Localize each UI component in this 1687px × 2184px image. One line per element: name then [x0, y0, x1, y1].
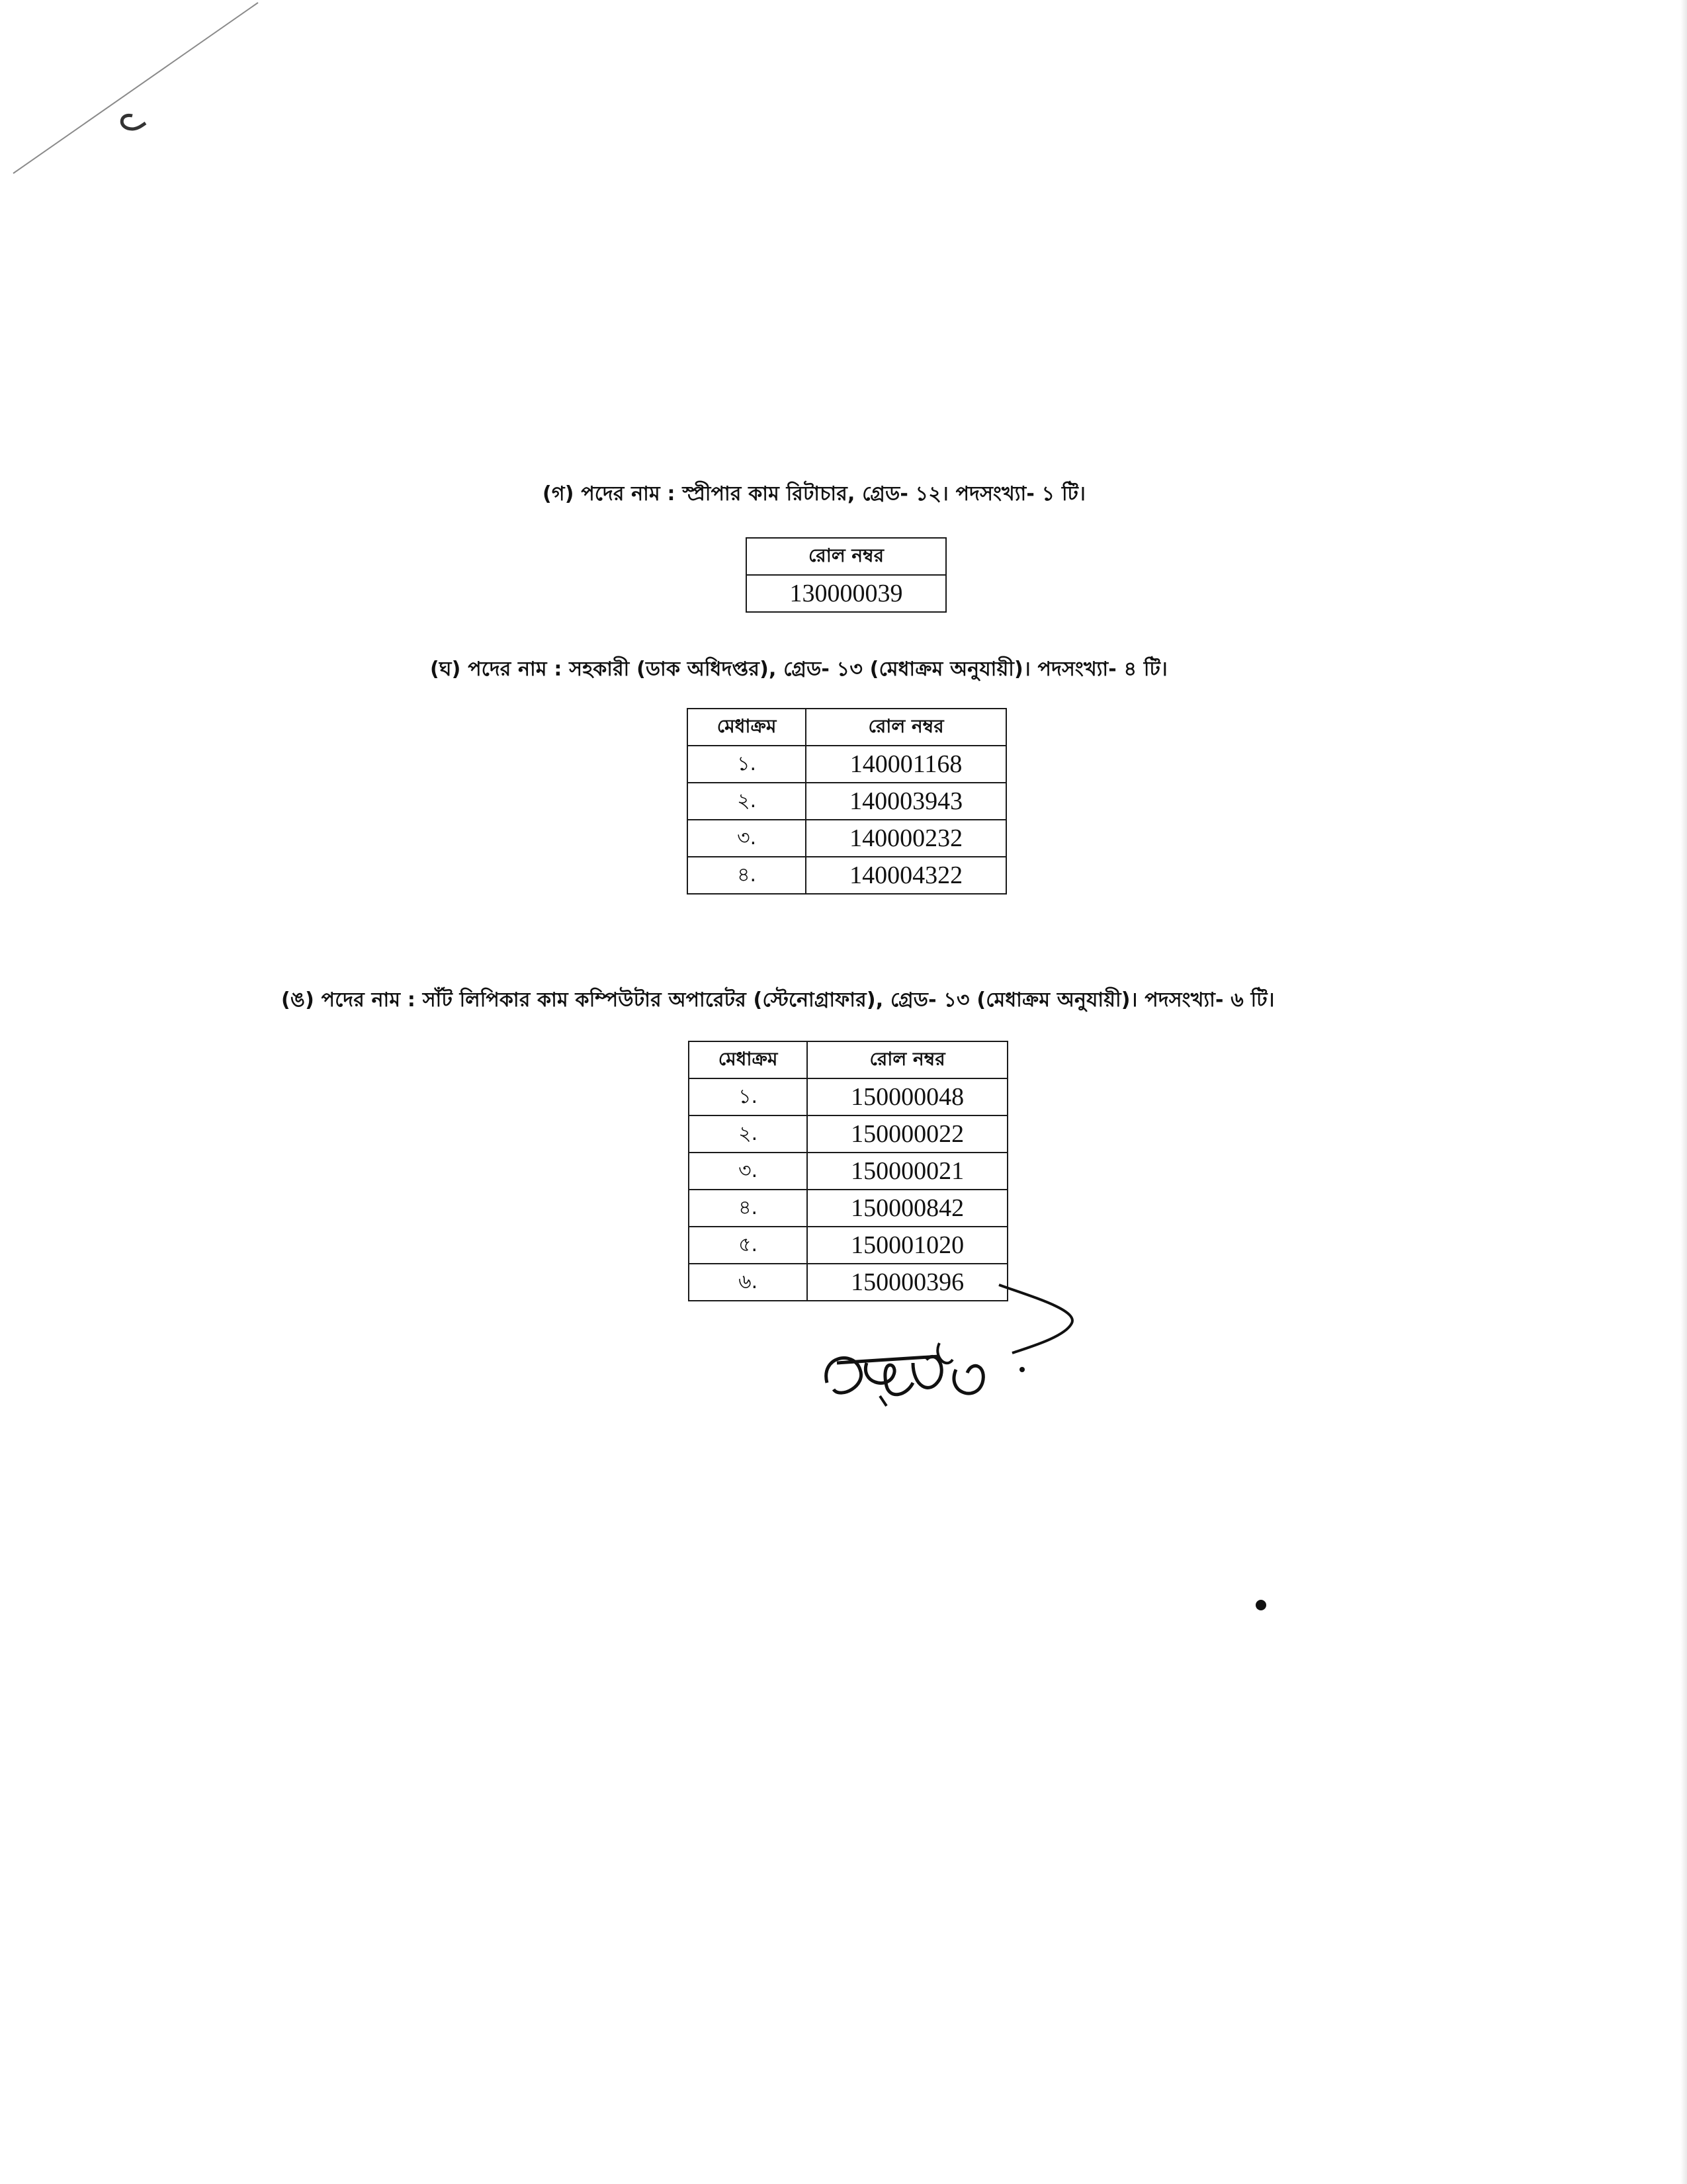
- column-header-roll: রোল নম্বর: [806, 709, 1006, 746]
- merit-rank: ২.: [689, 1115, 807, 1153]
- column-header-roll: রোল নম্বর: [746, 538, 946, 575]
- column-header-merit: মেধাক্রম: [689, 1041, 807, 1078]
- column-header-merit: মেধাক্রম: [687, 709, 806, 746]
- table-row: [689, 1078, 1008, 1115]
- merit-rank: ৩.: [687, 820, 806, 857]
- ink-dot: [1256, 1600, 1266, 1610]
- table-row: [687, 783, 1006, 820]
- roll-number: 150000048: [807, 1078, 1008, 1115]
- section-umo-table: [688, 1041, 1008, 1301]
- roll-number: 140000232: [806, 820, 1006, 857]
- table-row: [687, 820, 1006, 857]
- table-row: [689, 1115, 1008, 1153]
- merit-rank: ২.: [687, 783, 806, 820]
- merit-rank: ৬.: [689, 1264, 807, 1301]
- column-header-roll: রোল নম্বর: [807, 1041, 1008, 1078]
- merit-rank: ৩.: [689, 1153, 807, 1190]
- section-ga-heading: (গ) পদের নাম : স্প্রীপার কাম রিটাচার, গ্রেড- ১২। পদসংখ্যা- ১ টি।: [542, 482, 1086, 505]
- scan-edge: [1680, 0, 1687, 2184]
- roll-number: 140001168: [806, 746, 1006, 783]
- merit-rank: ১.: [689, 1078, 807, 1115]
- roll-number: 150000022: [807, 1115, 1008, 1153]
- section-umo-heading: (ঙ) পদের নাম : সাঁট লিপিকার কাম কম্পিউটার অপারেটর (স্টেনোগ্রাফার), গ্রেড- ১৩ (মেধাক্রম অনুযায়ী)। পদসংখ্যা- ৬ টি।: [281, 988, 1275, 1012]
- roll-number: 140004322: [806, 857, 1006, 894]
- roll-number: 150000396: [807, 1264, 1008, 1301]
- roll-number: 150000021: [807, 1153, 1008, 1190]
- section-gha-table: [687, 708, 1007, 895]
- section-ga-table: [746, 537, 947, 613]
- table-row: [687, 857, 1006, 894]
- table-row: [687, 746, 1006, 783]
- roll-number: 140003943: [806, 783, 1006, 820]
- table-row: [689, 1190, 1008, 1227]
- merit-rank: ৫.: [689, 1227, 807, 1264]
- section-gha-heading: (ঘ) পদের নাম : সহকারী (ডাক অধিদপ্তর), গ্রেড- ১৩ (মেধাক্রম অনুযায়ী)। পদসংখ্যা- ৪ টি।: [430, 658, 1168, 681]
- roll-number: 150001020: [807, 1227, 1008, 1264]
- table-row: [746, 575, 946, 612]
- handwritten-signature: [814, 1270, 1092, 1422]
- page-corner-crease: [0, 0, 278, 198]
- merit-rank: ৪.: [687, 857, 806, 894]
- roll-number: 150000842: [807, 1190, 1008, 1227]
- merit-rank: ১.: [687, 746, 806, 783]
- roll-number: 130000039: [746, 575, 946, 612]
- table-row: [689, 1227, 1008, 1264]
- merit-rank: ৪.: [689, 1190, 807, 1227]
- table-row: [689, 1153, 1008, 1190]
